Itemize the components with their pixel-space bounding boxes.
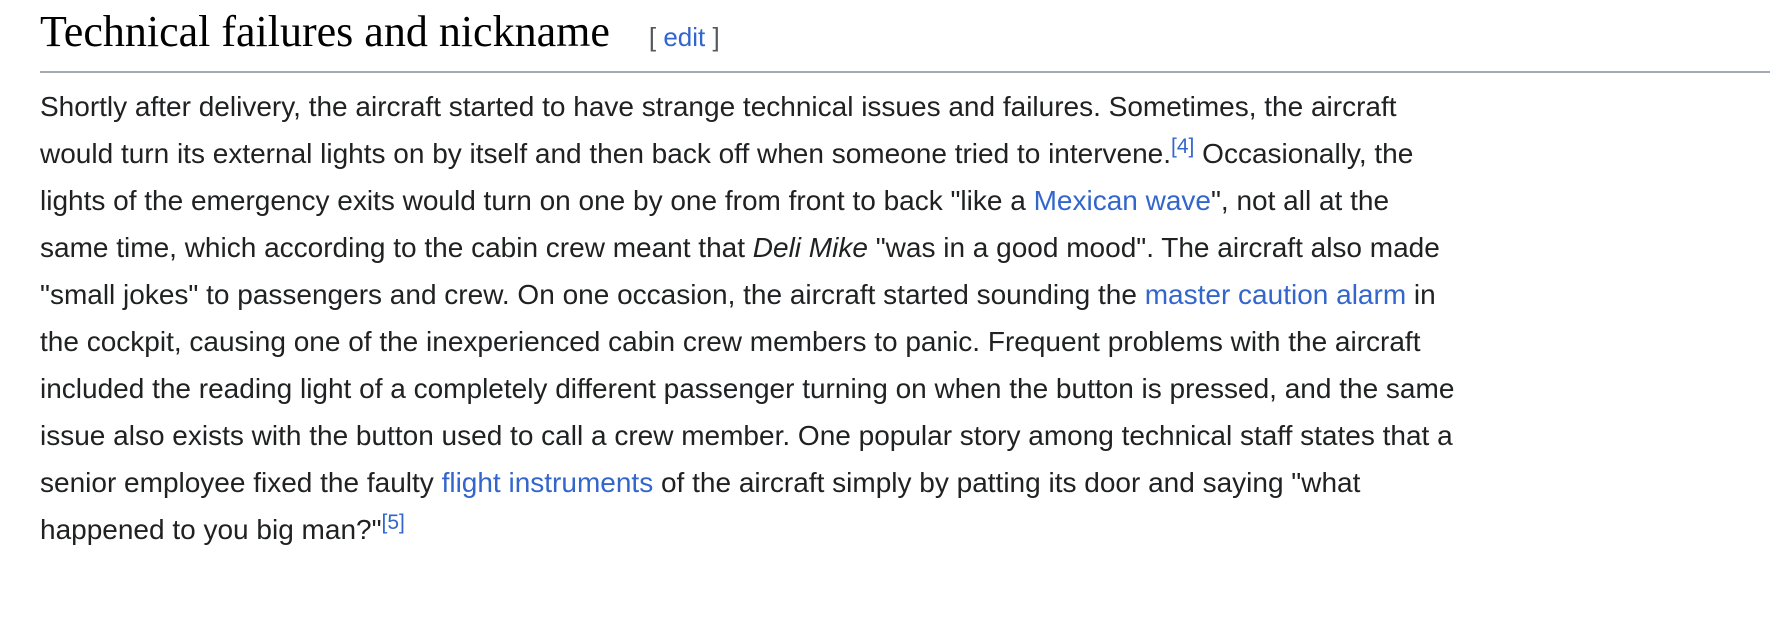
citation-4-link[interactable]: [4]	[1171, 135, 1195, 159]
paragraph-line	[40, 224, 1770, 271]
text-run: the cockpit, causing one of the inexperienced cabin crew members to panic. Frequent problems with the aircraft	[40, 325, 1421, 357]
text-run: of the aircraft simply by patting its door and saying "what	[653, 466, 1361, 498]
text-run: happened to you big man?"	[40, 513, 382, 545]
paragraph-line	[40, 177, 1770, 224]
edit-close-bracket: ]	[712, 22, 720, 52]
reference-sup	[382, 511, 405, 534]
link-mexican-wave[interactable]: Mexican wave	[1033, 184, 1211, 216]
paragraph	[40, 83, 1770, 553]
text-run: Occasionally, the	[1194, 137, 1414, 169]
italic-deli-mike: Deli Mike	[752, 231, 868, 263]
paragraph-line	[40, 412, 1770, 459]
citation-5-link[interactable]: [5]	[381, 511, 405, 535]
edit-open-bracket: [	[648, 22, 657, 52]
reference-sup	[1171, 135, 1194, 158]
paragraph-line	[40, 271, 1770, 318]
text-run: ", not all at the	[1210, 184, 1390, 216]
paragraph-line	[40, 130, 1770, 177]
text-run: senior employee fixed the faulty	[40, 466, 442, 498]
text-run: Shortly after delivery, the aircraft started to have strange technical issues and failures. Sometimes, the aircraft	[40, 90, 1397, 122]
text-run: in	[1406, 278, 1436, 310]
paragraph-line	[40, 459, 1770, 506]
text-run: "was in a good mood". The aircraft also made	[867, 231, 1440, 263]
text-run: "small jokes" to passengers and crew. On one occasion, the aircraft started sounding the	[40, 278, 1145, 310]
link-flight-instruments[interactable]: flight instruments	[441, 466, 654, 498]
edit-section	[649, 22, 720, 52]
section-heading	[40, 0, 1770, 73]
text-run: included the reading light of a completely different passenger turning on when the button is pressed, and the same	[40, 372, 1455, 404]
section-heading-text: Technical failures and nickname	[40, 7, 610, 56]
text-run: lights of the emergency exits would turn on one by one from front to back "like a	[40, 184, 1034, 216]
text-run: would turn its external lights on by itself and then back off when someone tried to intervene.	[40, 137, 1172, 169]
paragraph-line	[40, 318, 1770, 365]
paragraph-line	[40, 83, 1770, 130]
paragraph-line	[40, 365, 1770, 412]
link-master-caution-alarm[interactable]: master caution alarm	[1144, 278, 1407, 310]
text-run: issue also exists with the button used to call a crew member. One popular story among technical staff states that a	[40, 419, 1453, 451]
text-run: same time, which according to the cabin crew meant that	[40, 231, 753, 263]
paragraph-line	[40, 506, 1770, 553]
edit-link[interactable]: edit	[663, 22, 706, 52]
